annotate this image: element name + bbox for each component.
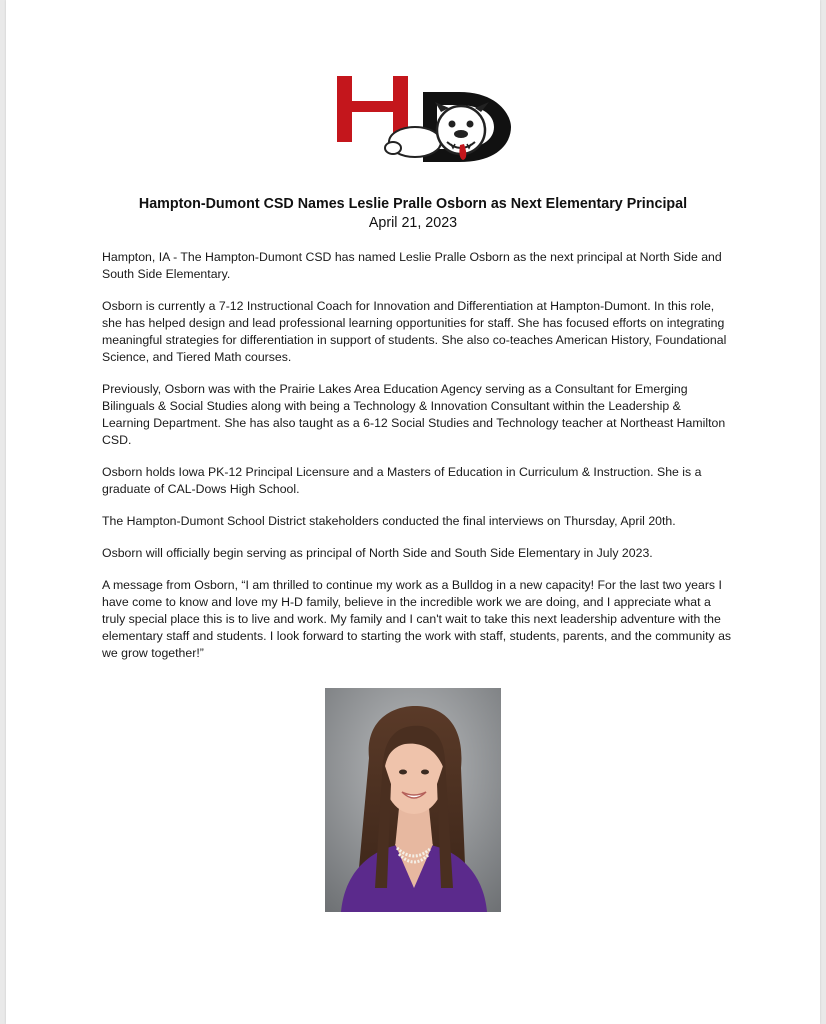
document-page	[6, 0, 820, 1024]
paragraph: Osborn holds Iowa PK-12 Principal Licensure and a Masters of Education in Curriculum & Instruction. She is a graduate of CAL-Dows High School.	[102, 465, 702, 496]
paragraph: Osborn will officially begin serving as principal of North Side and South Side Elementary in July 2023.	[102, 546, 653, 560]
paragraph: Osborn is currently a 7-12 Instructional Coach for Innovation and Differentiation at Hampton-Dumont. In this role, she has helped design and lead professional learning opportunities for staff. She has focused efforts on integrating meaningful strategies for differentiation in support of students. She also co-teaches American History, Foundational Science, and Tiered Math courses.	[102, 299, 727, 364]
publication-date: April 21, 2023	[368, 215, 458, 231]
article-body	[102, 249, 732, 677]
paragraph: A message from Osborn, “I am thrilled to continue my work as a Bulldog in a new capacity! For the last two years I have come to know and love my H-D family, believe in the incredible work we are doing, and I appreciate what a truly special place this is to live and work. My family and I can't wait to take this next leadership adventure with the elementary staff and students. I look forward to starting the work with staff, students, parents, and the community as we grow together!”	[102, 578, 732, 660]
hd-bulldog-logo	[331, 72, 511, 164]
headline: Hampton-Dumont CSD Names Leslie Pralle Osborn as Next Elementary Principal	[138, 196, 688, 212]
paragraph: Hampton, IA - The Hampton-Dumont CSD has named Leslie Pralle Osborn as the next principal at North Side and South Side Elementary.	[102, 250, 722, 281]
paragraph: The Hampton-Dumont School District stakeholders conducted the final interviews on Thursday, April 20th.	[102, 514, 676, 528]
paragraph: Previously, Osborn was with the Prairie Lakes Area Education Agency serving as a Consultant for Emerging Bilinguals & Social Studies along with being a Technology & Innovation Consultant within the Leadership & Learning Department. She has also taught as a 6-12 Social Studies and Technology teacher at Northeast Hamilton CSD.	[102, 382, 726, 447]
portrait-photo	[325, 688, 501, 912]
